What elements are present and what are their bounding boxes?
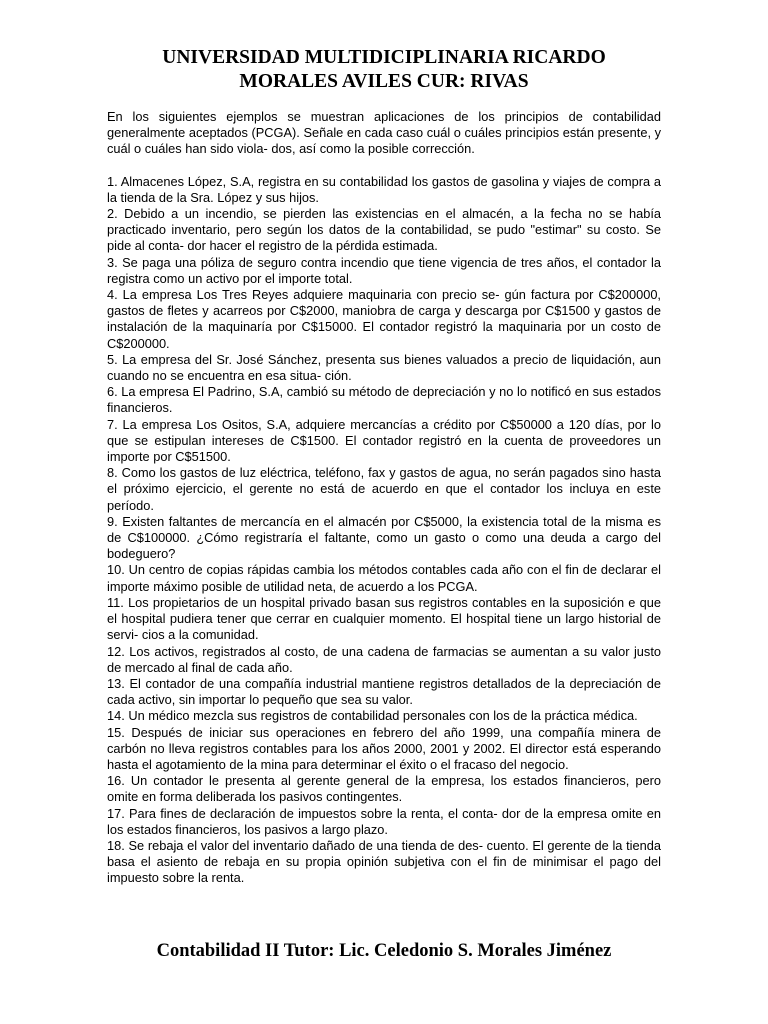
exercise-item: 2. Debido a un incendio, se pierden las existencias en el almacén, a la fecha no se había practicado inventario, pero según los datos de la contabilidad, se pudo "estimar" su costo. Se pide al conta- dor hacer el registro de la pérdida estimada. xyxy=(107,206,661,254)
exercise-item: 14. Un médico mezcla sus registros de contabilidad personales con los de la práctica médica. xyxy=(107,708,638,724)
exercise-item: 18. Se rebaja el valor del inventario dañado de una tienda de des- cuento. El gerente de la tienda basa el asiento de rebaja en su propia opinión subjetiva con el fin de minimisar el pago del impuesto sobre la renta. xyxy=(107,837,661,886)
exercise-item: 11. Los propietarios de un hospital privado basan sus registros contables en la suposición e que el hospital pudiera tener que cerrar en cualquier momento. El hospital tiene un largo historial de servi- cios a la comunidad. xyxy=(107,594,661,643)
exercise-item: 1. Almacenes López, S.A, registra en su contabilidad los gastos de gasolina y viajes de compra a la tienda de la Sra. López y sus hijos. xyxy=(107,173,661,205)
exercise-item: 6. La empresa El Padrino, S.A, cambió su método de depreciación y no lo notificó en sus estados financieros. xyxy=(107,384,661,416)
exercise-item: 17. Para fines de declaración de impuestos sobre la renta, el conta- dor de la empresa omite en los estados financieros, los pasivos a largo plazo. xyxy=(107,805,661,837)
exercise-item: 16. Un contador le presenta al gerente general de la empresa, los estados financieros, pero omite en forma deliberada los pasivos contingentes. xyxy=(107,773,661,805)
exercise-item: 3. Se paga una póliza de seguro contra incendio que tiene vigencia de tres años, el contador la registra como un activo por el importe total. xyxy=(107,254,661,286)
document-footer: Contabilidad II Tutor: Lic. Celedonio S. Morales Jiménez xyxy=(156,941,612,961)
exercise-item: 7. La empresa Los Ositos, S.A, adquiere mercancías a crédito por C$50000 a 120 días, por lo que se estipulan intereses de C$1500. El contador registró en la cuenta de proveedores un importe por C$51500. xyxy=(107,416,661,465)
document-body xyxy=(107,109,661,887)
title-line-1: UNIVERSIDAD MULTIDICIPLINARIA RICARDO xyxy=(162,47,606,68)
exercise-item: 15. Después de iniciar sus operaciones en febrero del año 1999, una compañía minera de carbón no lleva registros contables para los años 2000, 2001 y 2002. El director está esperando hasta el agotamiento de la mina para determinar el éxito o el fracaso del negocio. xyxy=(107,724,661,772)
exercise-item: 5. La empresa del Sr. José Sánchez, presenta sus bienes valuados a precio de liquidación, aun cuando no se encuentra en esa situa- ción. xyxy=(107,351,661,384)
exercise-item: 8. Como los gastos de luz eléctrica, teléfono, fax y gastos de agua, no serán pagados sino hasta el próximo ejercicio, el gerente no está de acuerdo en que el contador los incluya en este período. xyxy=(107,465,661,513)
exercise-item: 12. Los activos, registrados al costo, de una cadena de farmacias se aumentan a su valor justo de mercado al final de cada año. xyxy=(107,643,661,675)
exercise-item: 13. El contador de una compañía industrial mantiene registros detallados de la depreciación de cada activo, sin importar lo pequeño que sea su valor. xyxy=(107,675,661,708)
exercise-list xyxy=(107,174,661,887)
document-title xyxy=(0,46,768,94)
intro-paragraph: En los siguientes ejemplos se muestran aplicaciones de los principios de contabilidad generalmente aceptados (PCGA). Señale en cada caso cuál o cuáles principios están presente, y cuál o cuáles han sido viola- dos, así como la posible corrección. xyxy=(107,109,661,157)
exercise-item: 10. Un centro de copias rápidas cambia los métodos contables cada año con el fin de declarar el importe máximo posible de utilidad neta, de acuerdo a los PCGA. xyxy=(107,562,661,594)
exercise-item: 4. La empresa Los Tres Reyes adquiere maquinaria con precio se- gún factura por C$200000, gastos de fletes y acarreos por C$2000, maniobra de carga y descarga por C$1500 y gastos de instalación de la maquinaría por C$15000. El contador registró la maquinaria por un costo de C$200000. xyxy=(107,287,661,351)
exercise-item: 9. Existen faltantes de mercancía en el almacén por C$5000, la existencia total de la misma es de C$100000. ¿Cómo registraría el faltante, como un gasto o como una deuda a cargo del bodeguero? xyxy=(107,513,661,562)
title-line-2: MORALES AVILES CUR: RIVAS xyxy=(239,71,529,92)
